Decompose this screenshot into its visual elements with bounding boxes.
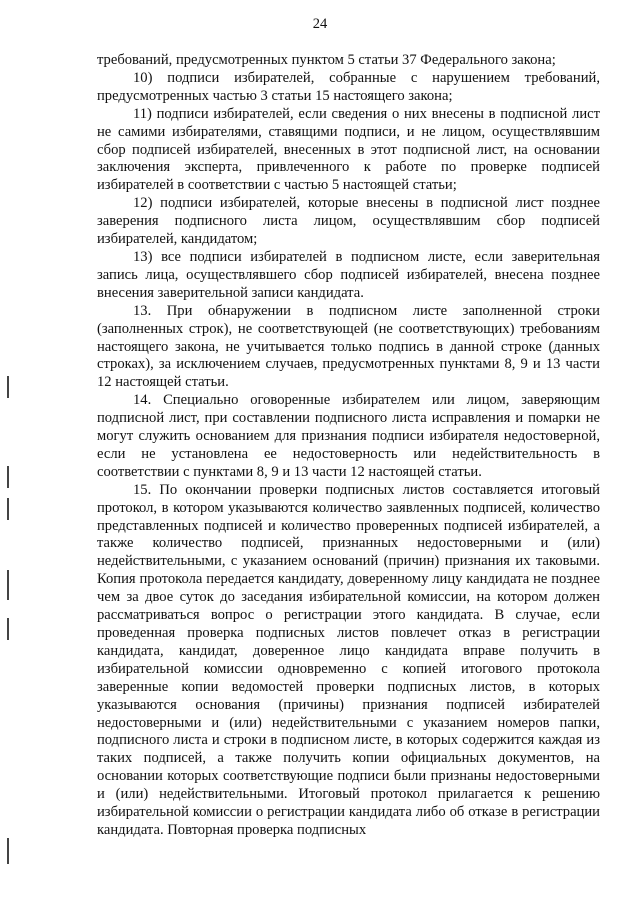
- paragraph-item-11: 11) подписи избирателей, если сведения о них внесены в подписной лист не самими избирателями, ставящими подписи, и не лицом, осуществлявшим сбор подписей избирателей, внесенных в этот подписной лист, на основании заключения эксперта, привлеченного к работе по проверке подписей избирателей в соответствии с частью 5 настоящей статьи;: [97, 105, 600, 194]
- paragraph-item-10: 10) подписи избирателей, собранные с нарушением требований, предусмотренных частью 3 статьи 15 настоящего закона;: [97, 69, 600, 104]
- paragraph-continuation: требований, предусмотренных пунктом 5 статьи 37 Федерального закона;: [97, 52, 556, 68]
- scan-margin-mark: [7, 838, 9, 864]
- scan-margin-mark: [7, 498, 9, 520]
- scan-margin-mark: [7, 466, 9, 488]
- scan-margin-mark: [7, 570, 9, 600]
- paragraph-part-15: 15. По окончании проверки подписных листов составляется итоговый протокол, в котором указываются количество заявленных подписей, количество представленных подписей и количество проверенных подписей избирателей, а также количество подписей, признанных недостоверными и (или) недействительными, с указанием оснований (причин) признания их таковыми. Копия протокола передается кандидату, доверенному лицу кандидата не позднее чем за двое суток до заседания избирательной комиссии, на котором должен рассматриваться вопрос о регистрации этого кандидата. В случае, если проведенная проверка подписных листов повлечет отказ в регистрации кандидата, кандидат, доверенное лицо кандидата вправе получить в избирательной комиссии одновременно с копией итогового протокола заверенные копии ведомостей проверки подписных листов, в которых указываются основания (причины) признания подписей избирателей недостоверными и (или) недействительными с указанием номеров папки, подписного листа и строки в подписном листе, в которых содержится каждая из таких подписей, а также получить копии официальных документов, на основании которых соответствующие подписи были признаны недостоверными и (или) недействительными. Итоговый протокол прилагается к решению избирательной комиссии о регистрации кандидата либо об отказе в регистрации кандидата. Повторная проверка подписных: [97, 481, 600, 838]
- paragraph-part-14: 14. Специально оговоренные избирателем или лицом, заверяющим подписной лист, при составлении подписного листа исправления и помарки не могут служить основанием для признания подписи избирателя недостоверной, если не установлена ее недостоверность или недействительность в соответствии с пунктами 8, 9 и 13 части 12 настоящей статьи.: [97, 392, 600, 480]
- scan-margin-mark: [7, 618, 9, 640]
- paragraph-part-13: 13. При обнаружении в подписном листе заполненной строки (заполненных строк), не соответствующей (не соответствующих) требованиям настоящего закона, не учитывается только подпись в данной строке (данных строках), за исключением случаев, предусмотренных пунктами 8, 9 и 13 части 12 настоящей статьи.: [97, 302, 600, 391]
- scan-margin-mark: [7, 376, 9, 398]
- page-number: 24: [312, 16, 328, 32]
- paragraph-item-12: 12) подписи избирателей, которые внесены в подписной лист позднее заверения подписного листа лицом, осуществлявшим сбор подписей избирателей, кандидатом;: [97, 195, 600, 248]
- document-body: [97, 52, 600, 840]
- paragraph-item-13: 13) все подписи избирателей в подписном листе, если заверительная запись лица, осуществлявшего сбор подписей избирателей, внесена позднее внесения заверительной записи кандидата.: [97, 248, 600, 301]
